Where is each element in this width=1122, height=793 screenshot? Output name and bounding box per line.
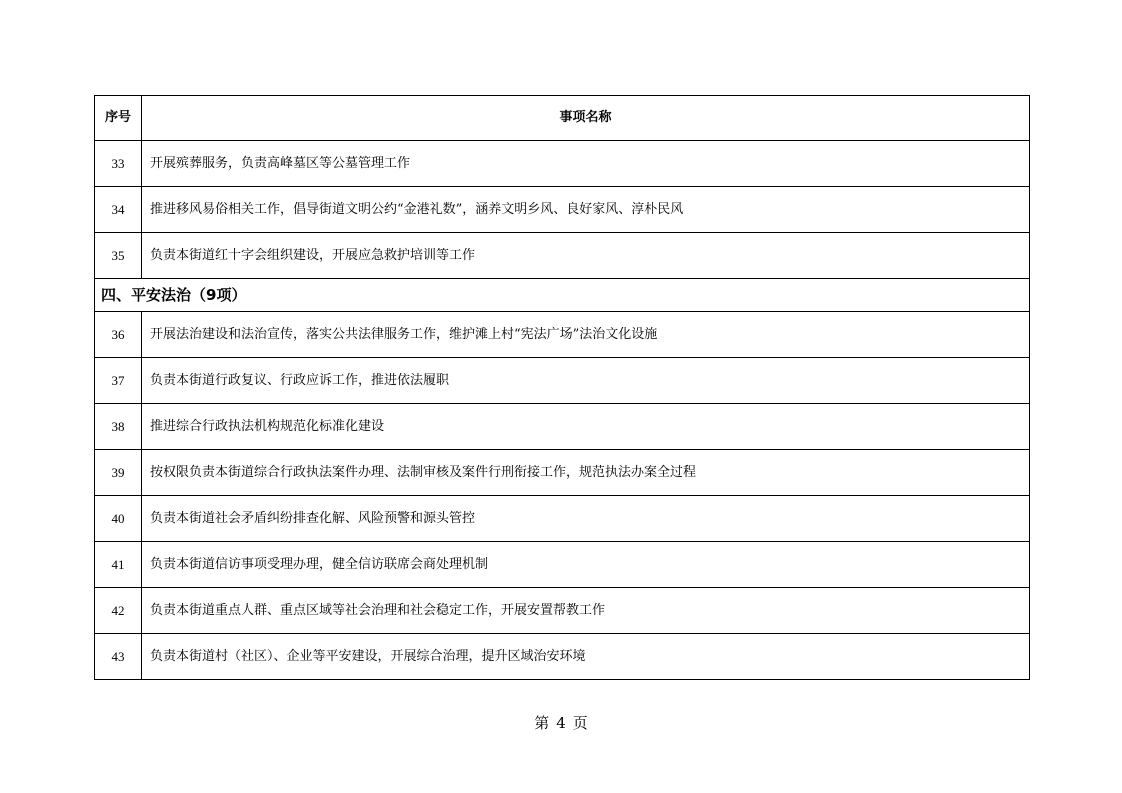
row-serial-number: 43 (95, 634, 142, 680)
table-row (95, 404, 1030, 450)
table-row (95, 542, 1030, 588)
row-item-name: 负责本街道红十字会组织建设，开展应急救护培训等工作 (142, 233, 1030, 279)
row-serial-number: 34 (95, 187, 142, 233)
row-item-name: 按权限负责本街道综合行政执法案件办理、法制审核及案件行刑衔接工作，规范执法办案全过程 (142, 450, 1030, 496)
table-row (95, 634, 1030, 680)
row-serial-number: 38 (95, 404, 142, 450)
row-item-name: 推进移风易俗相关工作，倡导街道文明公约“金港礼数”，涵养文明乡风、良好家风、淳朴民风 (142, 187, 1030, 233)
items-table (94, 95, 1030, 680)
row-item-name: 推进综合行政执法机构规范化标准化建设 (142, 404, 1030, 450)
table-row (95, 187, 1030, 233)
row-serial-number: 39 (95, 450, 142, 496)
row-serial-number: 41 (95, 542, 142, 588)
row-item-name: 负责本街道村（社区）、企业等平安建设，开展综合治理，提升区域治安环境 (142, 634, 1030, 680)
table-row (95, 588, 1030, 634)
table-row (95, 312, 1030, 358)
row-item-name: 开展殡葬服务，负责高峰墓区等公墓管理工作 (142, 141, 1030, 187)
section-heading-row (95, 279, 1030, 312)
page-footer (0, 712, 1122, 733)
header-serial-number: 序号 (95, 96, 142, 141)
row-serial-number: 40 (95, 496, 142, 542)
row-item-name: 负责本街道行政复议、行政应诉工作，推进依法履职 (142, 358, 1030, 404)
section-heading: 四、平安法治（9项） (95, 279, 1030, 312)
table-row (95, 450, 1030, 496)
table-row (95, 233, 1030, 279)
row-item-name: 负责本街道社会矛盾纠纷排查化解、风险预警和源头管控 (142, 496, 1030, 542)
row-serial-number: 37 (95, 358, 142, 404)
page-prefix: 第 (534, 714, 550, 732)
row-serial-number: 42 (95, 588, 142, 634)
header-item-name: 事项名称 (142, 96, 1030, 141)
row-item-name: 负责本街道信访事项受理办理，健全信访联席会商处理机制 (142, 542, 1030, 588)
page-suffix: 页 (572, 714, 588, 732)
row-serial-number: 35 (95, 233, 142, 279)
table-header-row (95, 96, 1030, 141)
table-row (95, 141, 1030, 187)
row-serial-number: 33 (95, 141, 142, 187)
table-row (95, 496, 1030, 542)
row-item-name: 负责本街道重点人群、重点区域等社会治理和社会稳定工作，开展安置帮教工作 (142, 588, 1030, 634)
row-serial-number: 36 (95, 312, 142, 358)
table-row (95, 358, 1030, 404)
row-item-name: 开展法治建设和法治宣传，落实公共法律服务工作，维护滩上村“宪法广场”法治文化设施 (142, 312, 1030, 358)
page-number: 4 (556, 714, 566, 732)
